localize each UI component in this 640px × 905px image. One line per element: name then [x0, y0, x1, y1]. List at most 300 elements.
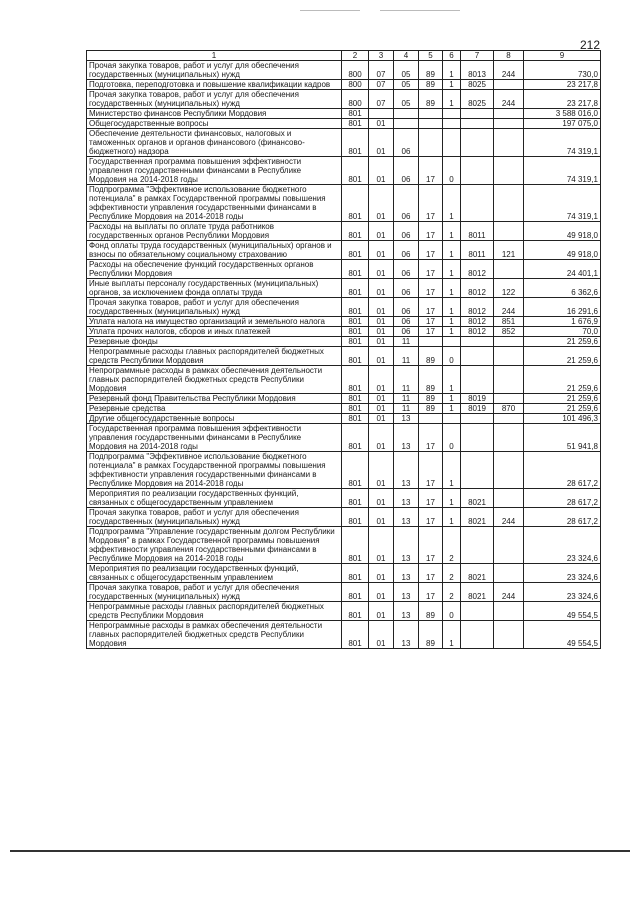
row-sum: 21 259,6	[524, 394, 601, 404]
table-row	[87, 394, 601, 404]
row-program: 17	[419, 260, 443, 279]
row-program	[419, 414, 443, 424]
row-subprogram: 0	[443, 602, 461, 621]
row-name: Обеспечение деятельности финансовых, налоговых и таможенных органов и органов финансового (финансово-бюджетного) надзора	[87, 129, 342, 157]
row-expense-type	[494, 366, 524, 394]
row-subsection	[394, 109, 419, 119]
row-subsection: 06	[394, 157, 419, 185]
row-ministry-code: 801	[342, 347, 369, 366]
row-ministry-code: 801	[342, 583, 369, 602]
budget-table	[86, 50, 601, 649]
row-target-article: 8012	[461, 317, 494, 327]
table-row	[87, 157, 601, 185]
row-program: 17	[419, 298, 443, 317]
row-sum: 23 324,6	[524, 527, 601, 564]
table-row	[87, 366, 601, 394]
row-subsection: 06	[394, 260, 419, 279]
row-ministry-code: 801	[342, 109, 369, 119]
row-ministry-code: 801	[342, 185, 369, 222]
table-row	[87, 404, 601, 414]
row-expense-type	[494, 80, 524, 90]
row-sum: 3 588 016,0	[524, 109, 601, 119]
row-subprogram: 0	[443, 347, 461, 366]
row-expense-type	[494, 564, 524, 583]
row-sum: 23 324,6	[524, 583, 601, 602]
row-sum: 51 941,8	[524, 424, 601, 452]
row-target-article: 8013	[461, 61, 494, 80]
row-name: Резервные средства	[87, 404, 342, 414]
table-row	[87, 452, 601, 489]
row-subprogram: 2	[443, 527, 461, 564]
row-sum: 74 319,1	[524, 129, 601, 157]
row-subprogram	[443, 414, 461, 424]
row-sum: 23 217,8	[524, 80, 601, 90]
row-ministry-code: 801	[342, 452, 369, 489]
col-header-subsection: 4	[394, 51, 419, 61]
row-name: Подпрограмма "Эффективное использование бюджетного потенциала" в рамках Государственной программы повышения эффективности управления государственными финансами в Республике Мордовия на 2014-2018 годы	[87, 185, 342, 222]
row-expense-type: 851	[494, 317, 524, 327]
row-subprogram: 1	[443, 241, 461, 260]
row-subprogram: 1	[443, 366, 461, 394]
row-target-article	[461, 414, 494, 424]
row-target-article: 8012	[461, 260, 494, 279]
row-name: Подготовка, переподготовка и повышение квалификации кадров	[87, 80, 342, 90]
row-section: 01	[369, 602, 394, 621]
row-expense-type: 244	[494, 61, 524, 80]
row-sum: 49 918,0	[524, 241, 601, 260]
row-ministry-code: 801	[342, 602, 369, 621]
row-program: 17	[419, 327, 443, 337]
table-row	[87, 222, 601, 241]
row-subsection: 11	[394, 366, 419, 394]
row-subsection: 06	[394, 222, 419, 241]
row-subsection: 06	[394, 185, 419, 222]
row-program: 89	[419, 366, 443, 394]
row-subprogram: 1	[443, 222, 461, 241]
row-subsection: 06	[394, 317, 419, 327]
row-ministry-code: 801	[342, 317, 369, 327]
row-target-article	[461, 424, 494, 452]
row-section: 01	[369, 452, 394, 489]
row-sum: 74 319,1	[524, 185, 601, 222]
row-ministry-code: 800	[342, 61, 369, 80]
row-section: 07	[369, 90, 394, 109]
row-program: 17	[419, 564, 443, 583]
row-subsection: 11	[394, 394, 419, 404]
row-program	[419, 119, 443, 129]
row-subprogram: 1	[443, 621, 461, 649]
row-target-article: 8019	[461, 394, 494, 404]
row-name: Прочая закупка товаров, работ и услуг для обеспечения государственных (муниципальных) нужд	[87, 583, 342, 602]
row-target-article: 8021	[461, 564, 494, 583]
row-sum: 21 259,6	[524, 337, 601, 347]
row-section: 01	[369, 424, 394, 452]
row-name: Общегосударственные вопросы	[87, 119, 342, 129]
row-section: 01	[369, 527, 394, 564]
row-name: Расходы на выплаты по оплате труда работников государственных органов Республики Мордовия	[87, 222, 342, 241]
row-subprogram: 1	[443, 452, 461, 489]
row-section: 01	[369, 621, 394, 649]
row-subsection: 11	[394, 404, 419, 414]
row-expense-type: 244	[494, 508, 524, 527]
row-subsection: 11	[394, 337, 419, 347]
row-subprogram	[443, 337, 461, 347]
row-name: Мероприятия по реализации государственных функций, связанных с общегосударственным управлением	[87, 489, 342, 508]
row-ministry-code: 801	[342, 414, 369, 424]
row-program: 89	[419, 80, 443, 90]
row-subprogram: 1	[443, 508, 461, 527]
row-expense-type: 244	[494, 583, 524, 602]
row-subprogram	[443, 109, 461, 119]
row-target-article	[461, 452, 494, 489]
row-subprogram: 1	[443, 404, 461, 414]
row-subsection: 13	[394, 508, 419, 527]
row-expense-type: 121	[494, 241, 524, 260]
row-section: 01	[369, 157, 394, 185]
row-subsection: 13	[394, 489, 419, 508]
row-expense-type	[494, 527, 524, 564]
row-subsection: 13	[394, 414, 419, 424]
row-target-article: 8025	[461, 80, 494, 90]
row-section: 07	[369, 80, 394, 90]
row-ministry-code: 801	[342, 424, 369, 452]
header-row	[87, 51, 601, 61]
row-expense-type	[494, 424, 524, 452]
row-subsection: 06	[394, 129, 419, 157]
row-target-article	[461, 527, 494, 564]
row-section: 01	[369, 317, 394, 327]
row-name: Прочая закупка товаров, работ и услуг для обеспечения государственных (муниципальных) нужд	[87, 90, 342, 109]
row-sum: 28 617,2	[524, 452, 601, 489]
row-program	[419, 109, 443, 119]
row-target-article: 8012	[461, 279, 494, 298]
row-ministry-code: 801	[342, 327, 369, 337]
row-subsection: 13	[394, 452, 419, 489]
table-row	[87, 80, 601, 90]
row-ministry-code: 801	[342, 119, 369, 129]
row-sum: 24 401,1	[524, 260, 601, 279]
row-subsection: 06	[394, 327, 419, 337]
row-name: Прочая закупка товаров, работ и услуг для обеспечения государственных (муниципальных) нужд	[87, 508, 342, 527]
col-header-target-article: 7	[461, 51, 494, 61]
row-expense-type	[494, 621, 524, 649]
scan-artifact	[380, 10, 460, 11]
row-section: 01	[369, 583, 394, 602]
table-row	[87, 337, 601, 347]
row-expense-type	[494, 157, 524, 185]
row-sum: 23 217,8	[524, 90, 601, 109]
row-expense-type	[494, 222, 524, 241]
row-ministry-code: 801	[342, 337, 369, 347]
row-subprogram: 0	[443, 157, 461, 185]
row-target-article	[461, 157, 494, 185]
row-subprogram: 1	[443, 394, 461, 404]
row-section	[369, 109, 394, 119]
row-subsection: 05	[394, 90, 419, 109]
table-row	[87, 414, 601, 424]
row-name: Министерство финансов Республики Мордовия	[87, 109, 342, 119]
row-name: Уплата прочих налогов, сборов и иных платежей	[87, 327, 342, 337]
row-expense-type: 244	[494, 298, 524, 317]
row-section: 01	[369, 129, 394, 157]
row-subprogram: 1	[443, 80, 461, 90]
row-ministry-code: 801	[342, 489, 369, 508]
row-program	[419, 337, 443, 347]
row-subprogram	[443, 119, 461, 129]
row-program: 17	[419, 452, 443, 489]
row-subprogram: 1	[443, 298, 461, 317]
row-expense-type	[494, 414, 524, 424]
table-row	[87, 61, 601, 80]
row-name: Подпрограмма "Управление государственным долгом Республики Мордовия" в рамках Государственной программы повышения эффективности управления государственными финансами в Республике Мордовия на 2014-2018 годы	[87, 527, 342, 564]
row-section: 01	[369, 366, 394, 394]
table-row	[87, 327, 601, 337]
row-name: Непрограммные расходы главных распорядителей бюджетных средств Республики Мордовия	[87, 347, 342, 366]
row-ministry-code: 801	[342, 241, 369, 260]
row-expense-type	[494, 109, 524, 119]
row-name: Непрограммные расходы в рамках обеспечения деятельности главных распорядителей бюджетных средств Республики Мордовия	[87, 366, 342, 394]
row-subprogram: 2	[443, 583, 461, 602]
table-row	[87, 129, 601, 157]
row-section: 01	[369, 185, 394, 222]
row-sum: 23 324,6	[524, 564, 601, 583]
table-row	[87, 298, 601, 317]
table-row	[87, 90, 601, 109]
row-section: 01	[369, 260, 394, 279]
row-subprogram: 1	[443, 279, 461, 298]
row-subsection: 13	[394, 564, 419, 583]
row-subprogram: 0	[443, 424, 461, 452]
row-target-article	[461, 185, 494, 222]
table-row	[87, 564, 601, 583]
row-ministry-code: 800	[342, 80, 369, 90]
row-target-article	[461, 109, 494, 119]
row-expense-type	[494, 489, 524, 508]
row-name: Государственная программа повышения эффективности управления государственными финансами в Республике Мордовия на 2014-2018 годы	[87, 424, 342, 452]
col-header-section: 3	[369, 51, 394, 61]
col-header-program: 5	[419, 51, 443, 61]
table-row	[87, 489, 601, 508]
row-section: 01	[369, 327, 394, 337]
row-subsection: 13	[394, 583, 419, 602]
row-name: Прочая закупка товаров, работ и услуг для обеспечения государственных (муниципальных) нужд	[87, 61, 342, 80]
row-subsection: 05	[394, 80, 419, 90]
table-row	[87, 602, 601, 621]
row-target-article: 8012	[461, 327, 494, 337]
row-subprogram: 1	[443, 90, 461, 109]
row-program: 17	[419, 583, 443, 602]
row-name: Государственная программа повышения эффективности управления государственными финансами в Республике Мордовия на 2014-2018 годы	[87, 157, 342, 185]
row-subsection: 06	[394, 279, 419, 298]
table-row	[87, 185, 601, 222]
col-header-ministry: 2	[342, 51, 369, 61]
row-target-article: 8021	[461, 583, 494, 602]
row-section: 01	[369, 414, 394, 424]
row-section: 01	[369, 394, 394, 404]
row-program: 17	[419, 424, 443, 452]
table-row	[87, 621, 601, 649]
row-program: 89	[419, 90, 443, 109]
row-program: 17	[419, 489, 443, 508]
row-name: Фонд оплаты труда государственных (муниципальных) органов и взносы по обязательному социальному страхованию	[87, 241, 342, 260]
row-name: Уплата налога на имущество организаций и земельного налога	[87, 317, 342, 327]
row-target-article	[461, 347, 494, 366]
row-name: Непрограммные расходы в рамках обеспечения деятельности главных распорядителей бюджетных средств Республики Мордовия	[87, 621, 342, 649]
row-sum: 21 259,6	[524, 347, 601, 366]
row-ministry-code: 801	[342, 527, 369, 564]
table-row	[87, 527, 601, 564]
col-header-name: 1	[87, 51, 342, 61]
row-section: 01	[369, 347, 394, 366]
row-subsection: 13	[394, 602, 419, 621]
row-ministry-code: 800	[342, 90, 369, 109]
row-ministry-code: 801	[342, 260, 369, 279]
row-target-article: 8021	[461, 489, 494, 508]
table-row	[87, 424, 601, 452]
row-section: 01	[369, 279, 394, 298]
table-row	[87, 241, 601, 260]
row-section: 01	[369, 489, 394, 508]
table-row	[87, 317, 601, 327]
row-ministry-code: 801	[342, 222, 369, 241]
row-subprogram: 1	[443, 317, 461, 327]
row-target-article: 8011	[461, 241, 494, 260]
table-row	[87, 347, 601, 366]
page-number: 212	[579, 38, 600, 52]
scan-bottom-edge	[10, 850, 630, 852]
col-header-subprogram: 6	[443, 51, 461, 61]
row-target-article	[461, 119, 494, 129]
row-subsection: 13	[394, 621, 419, 649]
row-program: 17	[419, 157, 443, 185]
row-sum: 1 676,9	[524, 317, 601, 327]
row-ministry-code: 801	[342, 404, 369, 414]
row-expense-type	[494, 394, 524, 404]
row-target-article	[461, 129, 494, 157]
row-sum: 49 918,0	[524, 222, 601, 241]
row-expense-type	[494, 347, 524, 366]
row-subprogram: 1	[443, 489, 461, 508]
row-expense-type: 122	[494, 279, 524, 298]
row-program: 17	[419, 508, 443, 527]
row-program: 17	[419, 241, 443, 260]
row-section: 07	[369, 61, 394, 80]
row-program: 17	[419, 279, 443, 298]
row-program: 89	[419, 602, 443, 621]
row-program: 89	[419, 394, 443, 404]
row-subsection: 05	[394, 61, 419, 80]
row-subsection: 13	[394, 527, 419, 564]
row-program: 89	[419, 347, 443, 366]
row-target-article	[461, 366, 494, 394]
row-program	[419, 129, 443, 157]
row-section: 01	[369, 564, 394, 583]
row-subprogram: 1	[443, 61, 461, 80]
table-row	[87, 260, 601, 279]
row-subsection	[394, 119, 419, 129]
table-row	[87, 508, 601, 527]
row-program: 17	[419, 317, 443, 327]
row-section: 01	[369, 222, 394, 241]
scan-artifact	[300, 10, 360, 11]
row-expense-type	[494, 337, 524, 347]
row-sum: 74 319,1	[524, 157, 601, 185]
row-section: 01	[369, 298, 394, 317]
row-subsection: 06	[394, 298, 419, 317]
row-sum: 21 259,6	[524, 366, 601, 394]
row-sum: 21 259,6	[524, 404, 601, 414]
row-ministry-code: 801	[342, 621, 369, 649]
row-section: 01	[369, 337, 394, 347]
row-name: Непрограммные расходы главных распорядителей бюджетных средств Республики Мордовия	[87, 602, 342, 621]
row-ministry-code: 801	[342, 394, 369, 404]
row-program: 89	[419, 621, 443, 649]
row-name: Мероприятия по реализации государственных функций, связанных с общегосударственным управлением	[87, 564, 342, 583]
row-subsection: 13	[394, 424, 419, 452]
row-section: 01	[369, 119, 394, 129]
row-section: 01	[369, 404, 394, 414]
row-expense-type	[494, 185, 524, 222]
row-expense-type	[494, 452, 524, 489]
row-subprogram	[443, 129, 461, 157]
row-ministry-code: 801	[342, 564, 369, 583]
table-row	[87, 583, 601, 602]
row-program: 89	[419, 61, 443, 80]
row-section: 01	[369, 241, 394, 260]
row-name: Резервные фонды	[87, 337, 342, 347]
row-target-article	[461, 621, 494, 649]
row-target-article: 8019	[461, 404, 494, 414]
row-expense-type: 244	[494, 90, 524, 109]
row-section: 01	[369, 508, 394, 527]
row-name: Другие общегосударственные вопросы	[87, 414, 342, 424]
row-sum: 730,0	[524, 61, 601, 80]
row-name: Резервный фонд Правительства Республики Мордовия	[87, 394, 342, 404]
row-sum: 6 362,6	[524, 279, 601, 298]
row-subprogram: 1	[443, 327, 461, 337]
row-target-article: 8025	[461, 90, 494, 109]
row-subsection: 06	[394, 241, 419, 260]
row-sum: 101 496,3	[524, 414, 601, 424]
row-ministry-code: 801	[342, 157, 369, 185]
row-expense-type	[494, 119, 524, 129]
row-expense-type	[494, 260, 524, 279]
row-sum: 49 554,5	[524, 602, 601, 621]
row-ministry-code: 801	[342, 508, 369, 527]
row-sum: 28 617,2	[524, 508, 601, 527]
row-ministry-code: 801	[342, 129, 369, 157]
row-target-article: 8011	[461, 222, 494, 241]
row-expense-type	[494, 602, 524, 621]
table-row	[87, 109, 601, 119]
row-sum: 28 617,2	[524, 489, 601, 508]
row-ministry-code: 801	[342, 366, 369, 394]
row-target-article: 8021	[461, 508, 494, 527]
row-subprogram: 1	[443, 260, 461, 279]
row-ministry-code: 801	[342, 298, 369, 317]
row-sum: 16 291,6	[524, 298, 601, 317]
row-subprogram: 2	[443, 564, 461, 583]
col-header-expense-type: 8	[494, 51, 524, 61]
row-sum: 197 075,0	[524, 119, 601, 129]
row-expense-type: 870	[494, 404, 524, 414]
row-program: 89	[419, 404, 443, 414]
row-program: 17	[419, 222, 443, 241]
table-row	[87, 279, 601, 298]
row-program: 17	[419, 185, 443, 222]
row-sum: 70,0	[524, 327, 601, 337]
row-name: Иные выплаты персоналу государственных (муниципальных) органов, за исключением фонда оплаты труда	[87, 279, 342, 298]
